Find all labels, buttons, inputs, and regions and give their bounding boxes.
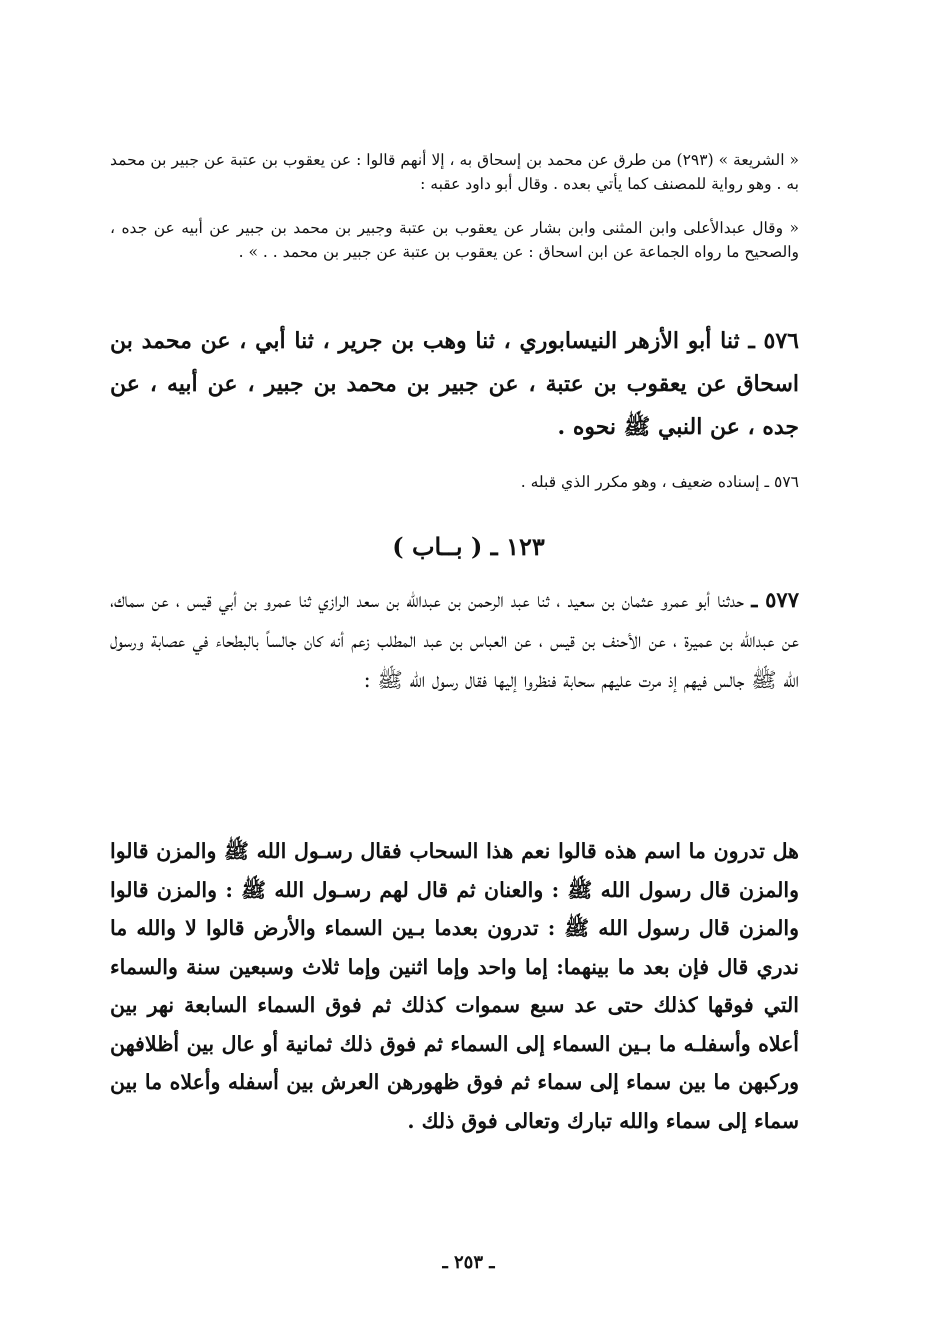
hadith-577-number: ٥٧٧ ـ xyxy=(751,587,799,612)
footnote-quote xyxy=(110,216,799,264)
page-number: ـ ٢٥٣ ـ xyxy=(442,1252,495,1273)
footnote-576-text: ٥٧٦ ـ إسناده ضعيف ، وهو مكرر الذي قبله . xyxy=(520,473,799,491)
footnote-576 xyxy=(110,470,799,494)
hadith-576 xyxy=(110,320,799,449)
hadith-576-text: ٥٧٦ ـ ثنا أبو الأزهر النيسابوري ، ثنا وهب بن جرير ، ثنا أبي ، عن محمد بن اسحاق عن يعقوب بن عتبة ، عن جبير بن محمد بن جبير ، عن أبيه ، عن جده ، عن النبي ﷺ نحوه . xyxy=(110,328,799,440)
hadith-577-matn xyxy=(110,832,799,1140)
chapter-heading: ١٢٣ ـ ( بــاب ) xyxy=(392,532,545,561)
hadith-577 xyxy=(110,580,799,700)
footnote-line-1: « الشريعة » (٢٩٣) من طرق عن محمد بن إسحاق به ، إلا أنهم قالوا : عن يعقوب بن عتبة عن جبير بن محمد به . وهو رواية للمصنف كما يأتي بعده . وقال أبو داود عقبه : xyxy=(110,151,799,193)
matn-text: هل تدرون ما اسم هذه قالوا نعم هذا السحاب فقال رسـول الله ﷺ والمزن قالوا والمزن قال رسول الله ﷺ : والعنان ثم قال لهم رسـول الله ﷺ : والمزن قالوا والمزن قال رسول الله ﷺ : تدرون بعدما بـين السماء والأرض قالوا لا والله ما ندري قال فإن بعد ما بينهما: إما واحد وإما اثنين وإما ثلاث وسبعين سنة والسماء التي فوقها كذلك حتى عد سبع سموات كذلك ثم فوق السماء السابعة نهر بين أعلاه وأسفلـه ما بـين السماء إلى السماء ثم فوق ذلك ثمانية أو عال بين أظلافهن وركبهن ما بين سماء إلى سماء ثم فوق ظهورهن العرش بين أسفله وأعلاه ما بين سماء إلى سماء والله تبارك وتعالى فوق ذلك . xyxy=(110,839,799,1133)
footnote-continuation xyxy=(110,148,799,196)
footnote-line-2: « وقال عبدالأعلى وابن المثنى وابن بشار عن يعقوب بن عتبة وجبير بن محمد بن جبير عن أبيه عن جده ، والصحيح ما رواه الجماعة عن ابن اسحاق : عن يعقوب بن عتبة عن جبير بن محمد . . » . xyxy=(110,219,799,261)
hadith-577-text: حدثنا أبو عمرو عثمان بن سعيد ، ثنا عبد الرحمن بن عبدالله بن سعد الرازي ثنا عمرو بن أبي قيس ، عن سماك، عن عبدالله بن عميرة ، عن الأحنف بن قيس ، عن العباس بن عبد المطلب زعم أنه كان جالساً بالبطحاء في عصابة ورسول الله ﷺ جالس فيهم إذ مرت عليهم سحابة فنظروا إليها فقال رسول الله ﷺ : xyxy=(110,588,799,692)
